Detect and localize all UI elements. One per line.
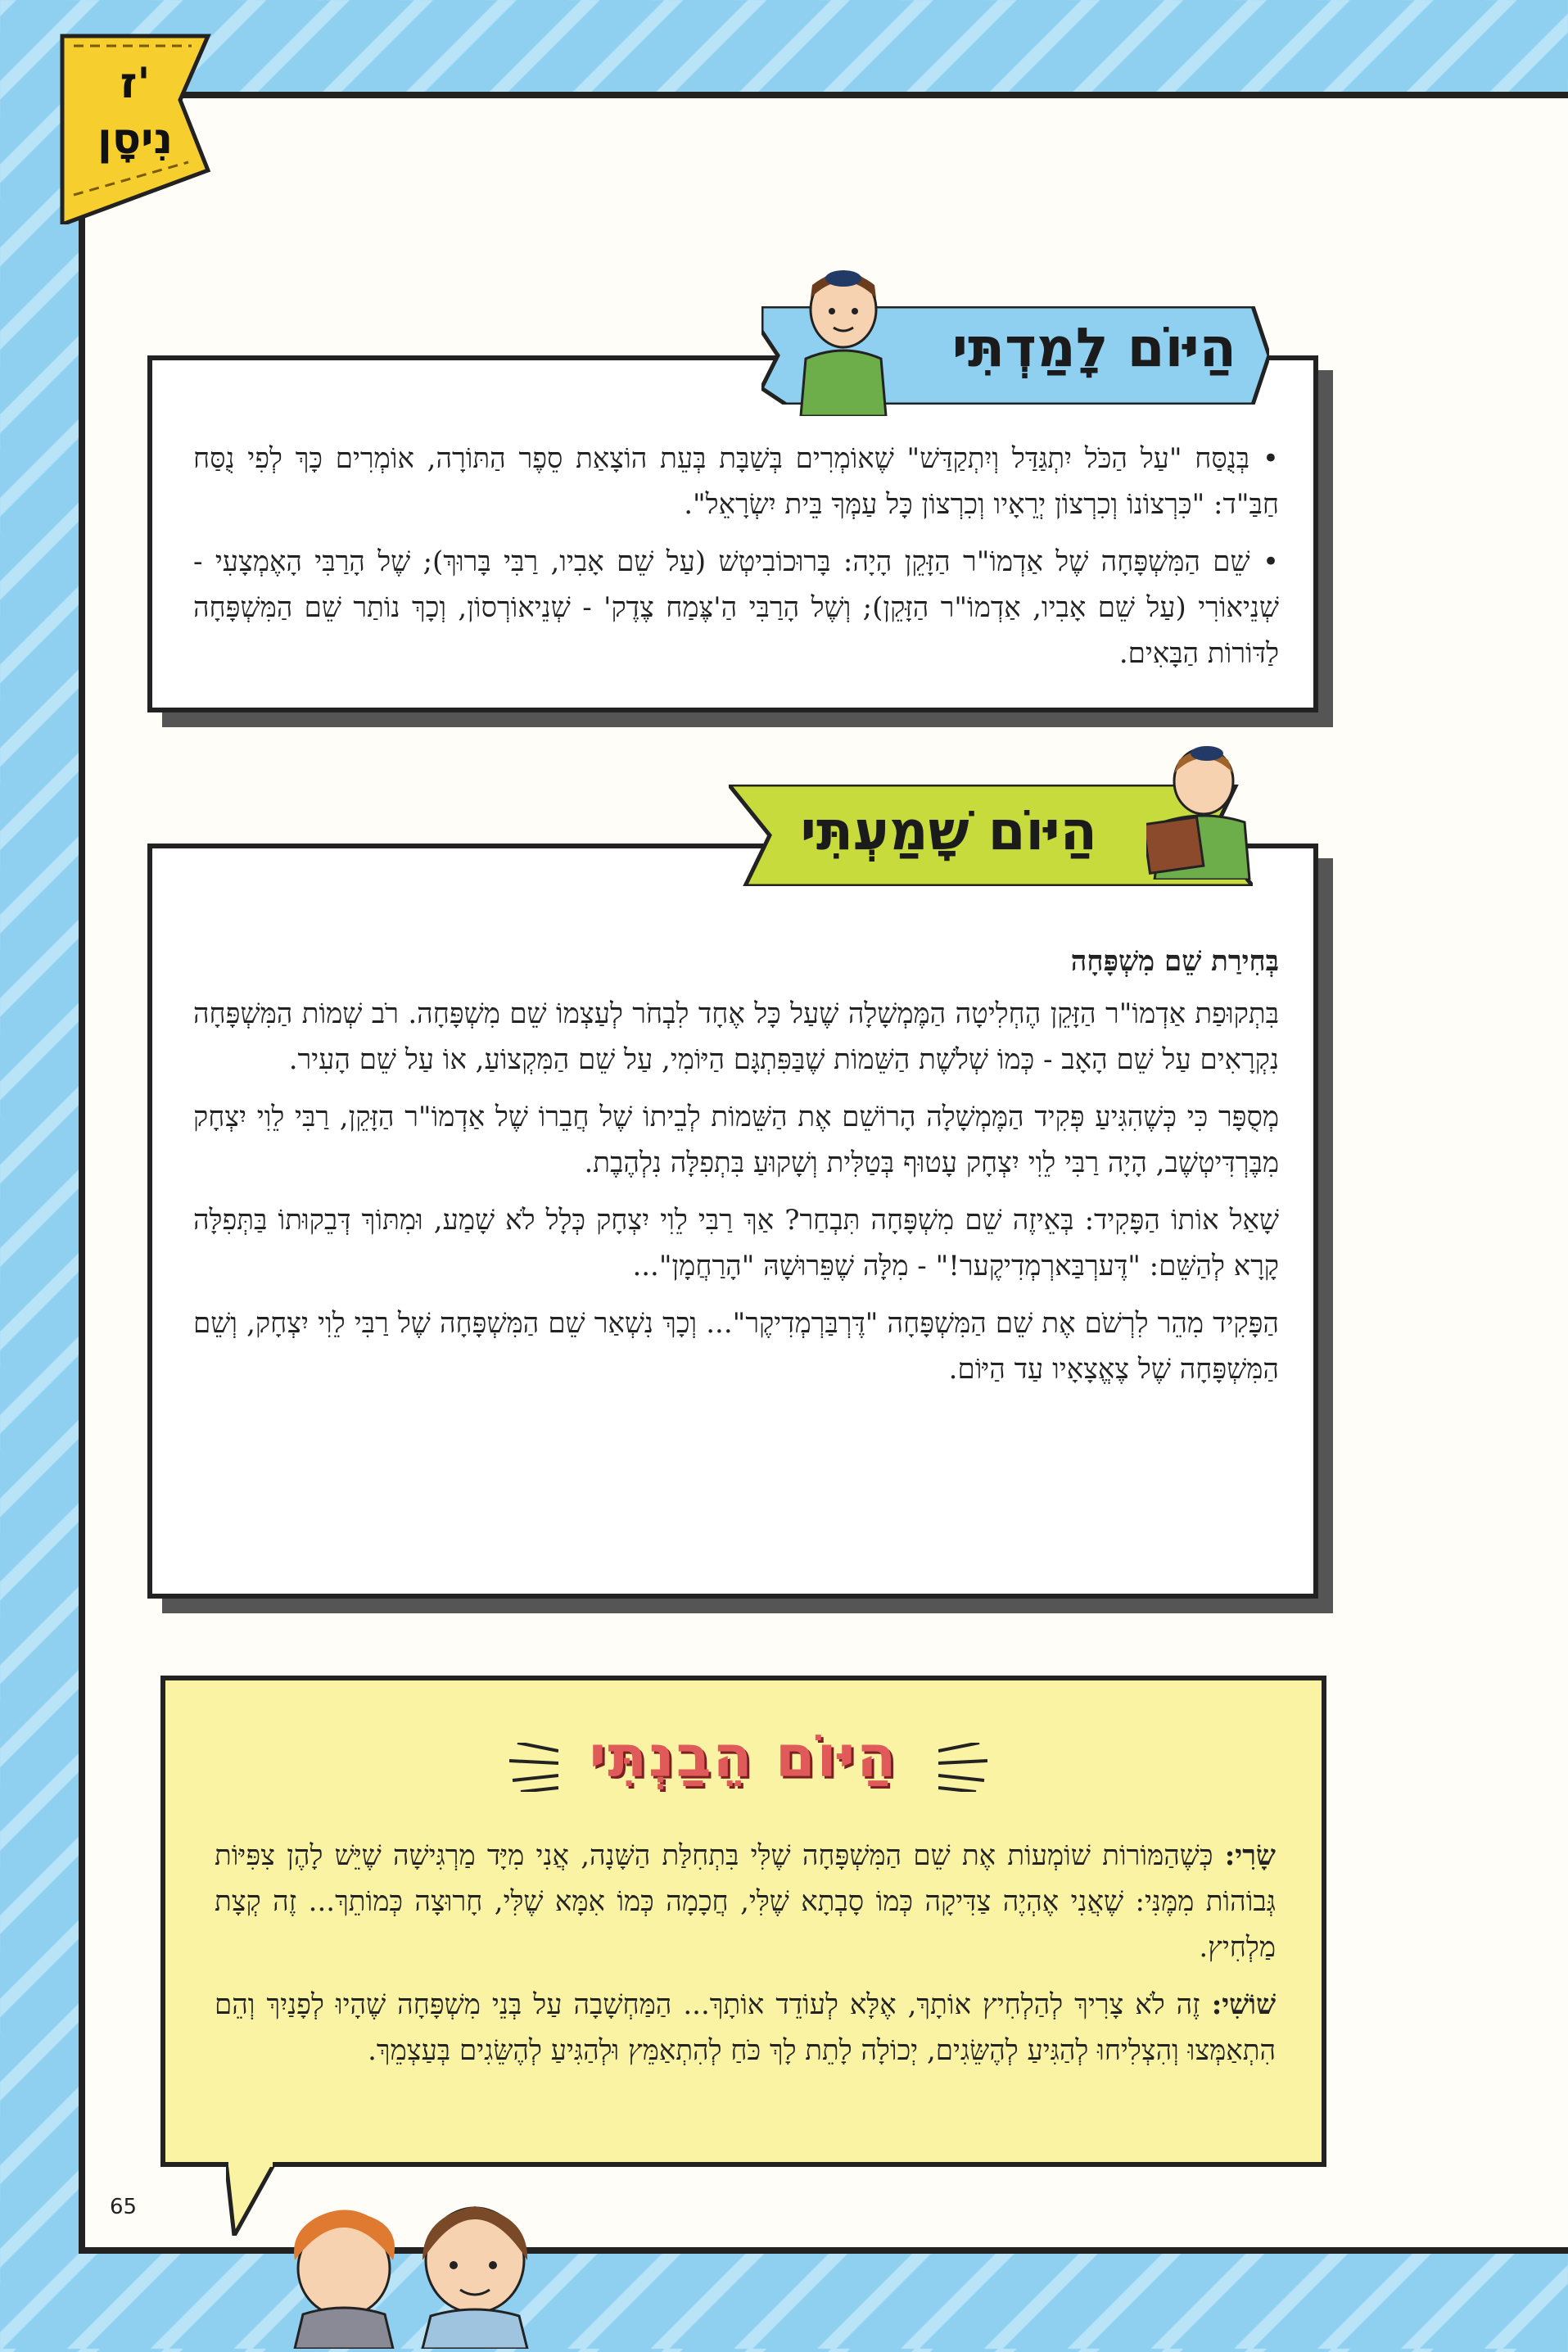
- learned-title: הַיּוֹם לָמַדְתִּי: [951, 316, 1236, 379]
- learned-paragraph-1: • בְּנֻסַּח "עַל הַכֹּל יִתְגַּדַּל וְיִתְקַדַּשׁ" שֶׁאוֹמְרִים בְּשַׁבָּת בְּעֵת הוֹצָאַת סֵפֶר הַתּוֹרָה, אוֹמְרִים כָּךְ לְפִי נֻסַּח חַבַּ"ד: "כִּרְצוֹנוֹ וְכִרְצוֹן יְרֵאָיו וְכִרְצוֹן כָּל עַמְּךָ בֵּית יִשְׂרָאֵל".: [193, 442, 1279, 521]
- boy-reading-illustration: [1146, 740, 1253, 883]
- heard-heading: בְּחִירַת שֵׁם מִשְׁפָּחָה: [1070, 945, 1279, 978]
- heard-title: הַיּוֹם שָׁמַעְתִּי: [800, 799, 1097, 862]
- heard-paragraph-2: מְסֻפָּר כִּי כְּשֶׁהִגִּיעַ פְּקִיד הַמֶּמְשָׁלָה הָרוֹשֵׁם אֶת הַשֵּׁמוֹת לְבֵיתוֹ שֶׁל חֲבֵרוֹ שֶׁל אַדְמוֹ"ר הַזָּקֵן, רַבִּי לֵוִי יִצְחָק מִבֶּרְדִּיטְשֶׁב, הָיָה רַבִּי לֵוִי יִצְחָק עָטוּף בְּטַלִּית וְשָׁקוּעַ בִּתְפִלָּה נִלְהֶבֶת.: [193, 1101, 1279, 1179]
- dialogue-text-1: כְּשֶׁהַמּוֹרוֹת שׁוֹמְעוֹת אֶת שֵׁם הַמִּשְׁפָּחָה שֶׁלִּי בִּתְחִלַּת הַשָּׁנָה, אֲנִי מִיָּד מַרְגִּישָׁה שֶׁיֵּשׁ לָהֶן צִפִּיּוֹת גְּבוֹהוֹת מִמֶּנִּי: שֶׁאֲנִי אֶהְיֶה צַדִּיקָה כְּמוֹ סָבְתָא שֶׁלִּי, חֲכָמָה כְּמוֹ אִמָּא שֶׁלִּי, חָרוּצָה כְּמוֹתֵךְ... זֶה קְצָת מַלְחִיץ.: [215, 1839, 1276, 1964]
- understood-title: הַיּוֹם הֵבַנְתִּי: [589, 1723, 898, 1790]
- girls-illustration: [278, 2170, 573, 2352]
- date-flag: [57, 31, 213, 224]
- dialogue-line-2: [215, 1982, 1276, 2074]
- speech-bubble-tail: [226, 2162, 275, 2236]
- dialogue-line-1: [215, 1833, 1276, 1970]
- date-month: נִיסָן: [97, 115, 174, 164]
- date-day: ז': [120, 59, 151, 108]
- heard-paragraph-3: שָׁאַל אוֹתוֹ הַפָּקִיד: בְּאֵיזֶה שֵׁם מִשְׁפָּחָה תִּבְחַר? אַךְ רַבִּי לֵוִי יִצְחָק כְּלָל לֹא שָׁמַע, וּמִתּוֹךְ דְּבֵקוּתוֹ בַּתְּפִלָּה קָרָא לְהַשֵּׁם: "דֶּערְבַּארְמְדִיקֶער!" - מִלָּה שֶׁפֵּרוּשָׁהּ "הָרַחֲמָן"...: [193, 1204, 1279, 1282]
- heard-box: [147, 844, 1318, 1599]
- boy-standing-illustration: [786, 260, 901, 419]
- page-number: 65: [110, 2195, 138, 2219]
- learned-paragraph-2: • שֵׁם הַמִּשְׁפָּחָה שֶׁל אַדְמוֹ"ר הַזָּקֵן הָיָה: בָּרוּכוֹבִיטְשׁ (עַל שֵׁם אָבִיו, רַבִּי בָּרוּךְ); שֶׁל הָרַבִּי הָאֶמְצָעִי - שְׁנֵיאוֹרִי (עַל שֵׁם אָבִיו, אַדְמוֹ"ר הַזָּקֵן); וְשֶׁל הָרַבִּי הַ'צֶּמַח צֶדֶק' - שְׁנֵיאוֹרְסוֹן, וְכָךְ נוֹתַר שֵׁם הַמִּשְׁפָּחָה לַדּוֹרוֹת הַבָּאִים.: [193, 545, 1279, 670]
- learned-box: [147, 355, 1318, 712]
- understood-box: [160, 1676, 1326, 2167]
- rays-right-icon: [938, 1743, 987, 1792]
- heard-paragraph-1: בִּתְקוּפַת אַדְמוֹ"ר הַזָּקֵן הֶחְלִיטָה הַמֶּמְשָׁלָה שֶׁעַל כָּל אֶחָד לִבְחֹר לְעַצְמוֹ שֵׁם מִשְׁפָּחָה. רֹב שְׁמוֹת הַמִּשְׁפָּחָה נִקְרָאִים עַל שֵׁם הָאָב - כְּמוֹ שְׁלֹשֶׁת הַשֵּׁמוֹת שֶׁבַּפִּתְגָּם הַיּוֹמִי, עַל שֵׁם הַמִּקְצוֹעַ, אוֹ עַל שֵׁם הָעִיר.: [193, 997, 1279, 1076]
- heard-paragraph-4: הַפָּקִיד מִהֵר לִרְשֹׁם אֶת שֵׁם הַמִּשְׁפָּחָה "דֶּרְבַּרְמְדִיקֶר"... וְכָךְ נִשְׁאַר שֵׁם הַמִּשְׁפָּחָה שֶׁל רַבִּי לֵוִי יִצְחָק, וְשֵׁם הַמִּשְׁפָּחָה שֶׁל צֶאֱצָאָיו עַד הַיּוֹם.: [193, 1307, 1279, 1386]
- speaker-shoshi: שׁוֹשִׁי:: [1211, 1988, 1277, 2021]
- speaker-sari: שָׂרִי:: [1224, 1839, 1276, 1872]
- dialogue-text-2: זֶה לֹא צָרִיךְ לְהַלְחִיץ אוֹתָךְ, אֶלָּא לְעוֹדֵד אוֹתָךְ... הַמַּחְשָׁבָה עַל בְּנֵי מִשְׁפָּחָה שֶׁהָיוּ לְפָנַיִךְ וְהֵם הִתְאַמְּצוּ וְהִצְלִיחוּ לְהַגִּיעַ לְהֶשֵּׂגִים, יְכוֹלָה לָתֵת לָךְ כֹּחַ לְהִתְאַמֵּץ וּלְהַגִּיעַ לְהֶשֵּׂגִים בְּעַצְמֵךְ.: [215, 1988, 1276, 2067]
